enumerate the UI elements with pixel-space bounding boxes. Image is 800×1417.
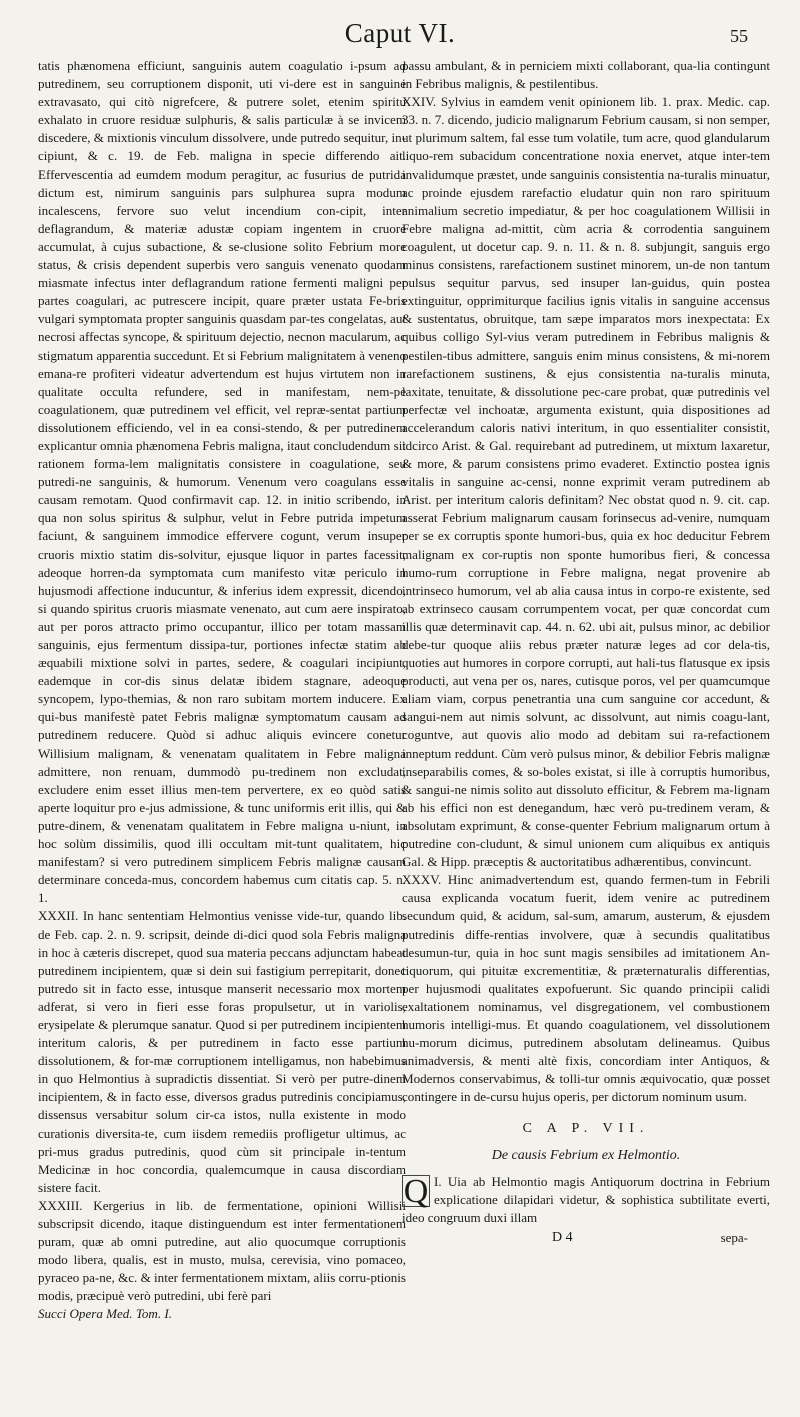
page-number: 55 — [730, 26, 748, 46]
left-paragraph: tatis phænomena efficiunt, sanguinis autem coagulatio i-psum ad putredinem, seu corruptionem disponit, uti vi-dere est in sanguine extravasato, qui citò nigrefcere, & putrere solet, etenim spiritu exhalato in cruore residuæ sulphuris, & salis particulæ à se invicem discedere, & mixtionis vinculum dissolvere, unde putredo sequitur, in-cipiunt, & c. 19. de Feb. maligna in specie differendo ait. Effervescentia ad eumdem modum peragitur, ac fusurius de putrida dictum est, nimirum sanguinis pars sulphurea supra modum incalescens, fervore suo velut incendium con-cipit, inter deflagrandum, & materiæ adustæ copiam ingentem in cruore accumulat, à cujus subactione, & se-clusione solito Febrium more status, & crisis dependent superbis vero sanguis venenato quodam miasmate infectus inter deflagrandum ratione fermenti maligni per partes coagulari, ac putrescere incipit, quare præter ustata Fe-bris vulgari symptomata propter sanguinis quasdam par-tes congelatas, aut necrosi affectas syncope, & spirituum dejectio, necnon macularum, ac stigmatum apparentia succedunt. Et si Febrium malignitatem à veneno emana-re profiteri videatur advertendum est hujus virtutem non in qualitate occulta refundere, sed in manifestam, nem-pe coagulationem, quæ putredinem vel efficit, vel repræ-sentat partium dissolutionem efficiendo, vel in ea consi-stendo, & per putredinem explicantur omnia phænomena Febris maligna, itaut concludendum sit rationem forma-lem malignitatis consistere in coagulatione, seu putredi-ne sanguinis, & humorum. Venenum vero coagulans esse causam remotam. Quod confirmavit cap. 12. in initio scribendo, in qua non solus spiritus & sulphur, velut in Febre putrida impetum faciunt, & sanguinem immodice effervere cogunt, verum insuper cruoris mixtio statim dis-solvitur, ejusque liquor in partes facessit, adeoque horren-da symptomata cum manifesto vitæ periculo in hujusmodi affectione inducuntur, & inferius idem expressit, dicendo, si quando spiritus cruoris miasmate venenato, aut cum aere inspirato, aut per poros attracto primo occupantur, illico per totam massam sanguinis, ejus fermentum dissipa-tur, portiones infectæ statim ab æquabili mixtione solvi in partes, sedere, & coagulari incipiunt, eademque in cor-dis sinus delatæ ibidem stagnare, adeoque syncopem, lypo-themias, & non raro subitam mortem inducere. Ex qui-bus manifestè patet Febris malignæ symptomatum causam ad putredinem reducere. Quòd si adhuc aliquis evincere conetur Willisium malignam, & venenatam qualitatem in Febre maligna admittere, non renuam, dummodò pu-tredinem non excludat, excludere enim esset illius men-tem pervertere, ex eo quòd satis aperte loquitur pro e-jus admissione, & tunc uniformis erit illis, qui & putre-dinem, & venenatam qualitatem in Febre maligna u-niunt, in hoc solùm dissimilis, quod illi occultam mit-tunt qualitatem, hic manifestam? si vero putredinem simplicem Febris malignæ causam determinare conceda-mus, concordem habemus cum citatis cap. 5. n. 1. — [38, 58, 406, 906]
right-paragraph: XXXV. Hinc animadvertendum est, quando fermen-tum in Febrili causa explicanda vocatum fuerit, idem venire ac putredinem secundum quid, & acidum, sal-sum, amarum, austerum, & ejusdem putredinis diffe-rentias involvere, quæ à secundis qualitatibus desumun-tur, quia in hoc sunt magis sensibiles ad imitationem An-tiquorum, qui pituitæ excrementitiæ, & præternaturalis differentias, per hujusmodi qualitates expofuerunt. Sic quando principii calidi exaltationem nominamus, vel disgregationem, vel combustionem humoris intelligi-mus. Et quando coagulationem, vel dissolutionem hu-morum dicimus, putredinem absolutam delineamus. Quibus animadversis, & menti altè fixis, concordiam inter Antiquos, & Modernos conservabimus, & tolli-tur omnis æquivocatio, quæ posset contingere in de-cursu hujus operis, per dictorum nominum usum. — [402, 872, 770, 1105]
dropcap-initial: Q — [403, 1172, 429, 1210]
page-header — [0, 14, 800, 54]
right-catchword: sepa- — [720, 1229, 748, 1245]
chapter-heading: C A P. VII. — [522, 1121, 650, 1137]
signature-mark: D 4 — [552, 1229, 573, 1245]
left-paragraph: XXXIII. Kergerius in lib. de fermentatione, opinioni Willisii subscripsit dicendo, itaque distinguendum est inter fermentationem puram, quæ ab omni putredine, aut alio quocumque corruptionis modo libera, qualis, est in musto, mulsa, cerevisia, vino pomaceo, pyraceo pa-ne, &c. & inter fermentationem mixtam, aliis corru-ptionis modis, præcipuè verò putredini, ubi ferè pari — [38, 1197, 406, 1304]
left-column — [38, 57, 406, 1387]
right-paragraph: XXIV. Sylvius in eamdem venit opinionem lib. 1. prax. Medic. cap. 33. n. 7. dicendo, judicio malignarum Febrium causam, si non semper, ut plurimum saltem, fal esse tum volatile, tum acre, quod glandularum liquo-rem subacidum concentratione noxia enervet, atque inter-tem invalidumque præstet, unde sanguinis consistentia na-turalis minuatur, ac proinde ejusdem rarefactio eludatur quin non raro spirituum animalium secretio impediatur, & per hoc coagulationem Willisii in Febre maligna ad-mittit, cùm acria & corrodentia sanguinem coagulent, ut docetur cap. 9. n. 11. & n. 8. subjungit, sanguis ergo minus consistens, rarefactionem sustinet minorem, un-de non tantum pulsus sequitur parvus, sed insuper lan-guidus, quin postea extinguitur, opprimiturque facilius ignis vitalis in sanguine accensus & sustentatus, obruitque, tam sæpe imparatos mors inexpectata: Ex quibus colligo Syl-vius veram putredinem in Febribus malignis & pestilen-tibus admittere, sanguis enim minus consistens, & mi-norem rarefactionem sustinens, & ejus consistentia na-turalis minuta, laxitate, tenuitate, & dissolutione pec-care probat, quæ putredinis vel perfectæ vel inchoatæ, argumenta existunt, quia dispositiones ad accelerandum caloris nativi interitum, in quo essentialiter consistit, idcirco Arist. & Gal. requirebant ad putredinem, ut mixtum laxaretur, & more, & parum consistens primo evaderet. Extinctio postea ignis vitalis in sanguine ac-censi, nonne exprimit veram putredinem ab Arist. per interitum caloris definitam? Nec obstat quod n. 9. cit. cap. asserat Febrium malignarum causam forinsecus ad-venire, numquam per se ex corruptis sponte humori-bus, quia ex hoc deducitur Febrem malignam ex cor-ruptis non sponte humoribus fieri, & concessa humo-rum corruptione in Febre maligna, negat provenire ab intrinseco humorum, vel ab alia causa intus in corpo-re existente, sed ab extrinseco causam corrumpentem vocat, per quæ concordat cum illis quæ determinavit cap. 44. n. 62. ubi ait, pulsus minor, ac debilior debe-tur quoque aliis rebus præter naturæ leges ad cor dela-tis, quoties aut humores in corpore corrupti, aut hali-tus flatusque ex ipsis producti, aut vena per os, nares, cutisque poros, vel per quamcumque aliam viam, corpus penetrantia una cum sanguine cor accedunt, & sangui-nem aut nimis solvunt, ac dissolvunt, aut nimis coagu-lant, coguntve, aut quovis alio modo ad debitam sui ra-refactionem inneptum reddunt. Cùm verò pulsus minor, & debilior Febris malignæ inseparabilis comes, & so-boles existat, si ille à corruptis humoribus, & sangui-ne nimis solito aut dissoluto efficitur, & Febrem ma-lignam ab his effici non est denegandum, hæc verò pu-tredinem veram, & absolutam exprimunt, & conse-quenter Febrium malignarum ortum à putredine con-cludunt, & simul unionem cum aliquibus ex antiquis Gal. & Hipp. præceptis & auctoritatibus adhærentibus, convincunt. — [402, 94, 770, 870]
running-title: Caput VI. — [344, 18, 456, 48]
chapter-opening — [402, 1173, 770, 1227]
page-footer — [402, 1229, 770, 1247]
chapter-opening-text: I. Uia ab Helmontio magis Antiquorum doctrina in Febrium explicatione dilapidari videtur, & sophistica subtilitate everti, ideo congruum duxi illam — [402, 1173, 770, 1225]
chapter-subtitle: De causis Febrium ex Helmontio. — [491, 1147, 681, 1163]
right-column — [402, 57, 770, 1387]
right-paragraph: passu ambulant, & in perniciem mixti collaborant, qua-lia contingunt in Febribus malignis, & pestilentibus. — [402, 58, 770, 92]
left-catchword: Succi Opera Med. Tom. I. — [38, 1306, 172, 1322]
left-paragraph: XXXII. In hanc sententiam Helmontius venisse vide-tur, quando lib. de Feb. cap. 2. n. 9. scripsit, deinde di-dici quod sola Febris maligna in hoc à cæteris discrepet, quod sua materia peccans adjunctam habeat putredinem incipientem, quæ si dein sui fastigium perrepitarit, donec putredo sit in facto esse, intusque manserit necessario mox mortem adferat, si vero in fieri esse foras propulsetur, ut in variolis, erysipelate & plerumque sanatur. Quod si per putredinem incipientem interitum caloris, & per putredinem in facto esse partium dissolutionem, & for-mæ corruptionem intelligamus, non habebimus in quo Helmontius à supradictis dissentiat. Si verò per putre-dinem incipientem, & in facto esse, diversos gradus putredinis concipiamus, dissensus versabitur solum cir-ca istos, nulla existente in modo curationis diversita-te, cum iisdem remediis profligetur ultimus, ac pri-mus gradus putredinis, quod cùm sit principale in-tentum Medicinæ in hoc concordia, qualemcumque in causa discordiam sistere facit. — [38, 908, 406, 1195]
